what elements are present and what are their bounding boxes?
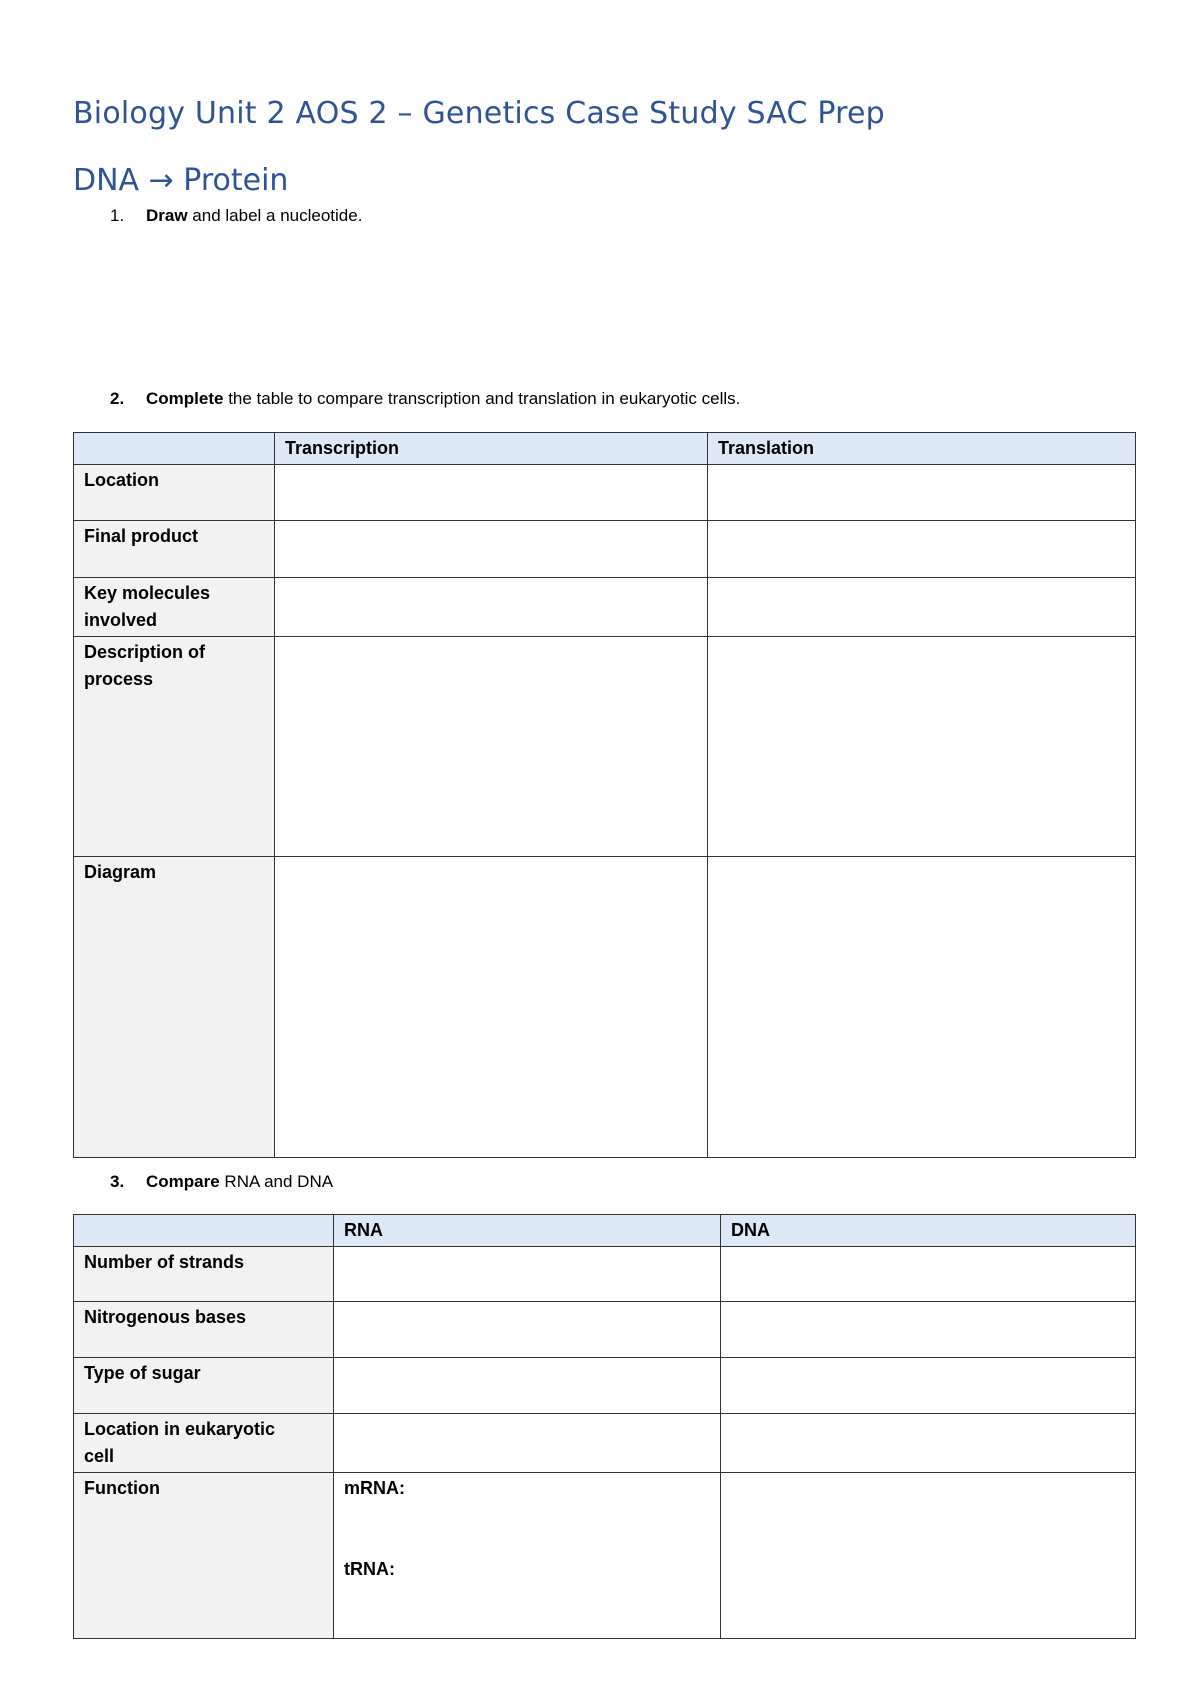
table-row <box>74 1358 1136 1414</box>
row-label: Description of process <box>74 637 275 857</box>
answer-cell[interactable] <box>334 1473 721 1639</box>
answer-cell[interactable] <box>708 857 1136 1158</box>
question-2 <box>110 389 740 409</box>
answer-cell[interactable] <box>334 1358 721 1414</box>
row-label: Diagram <box>74 857 275 1158</box>
answer-cell[interactable] <box>708 637 1136 857</box>
table-header-row <box>74 1215 1136 1247</box>
table-row <box>74 578 1136 637</box>
row-label: Number of strands <box>74 1247 334 1302</box>
header-cell: RNA <box>334 1215 721 1247</box>
row-label: Nitrogenous bases <box>74 1302 334 1358</box>
question-number: 2. <box>110 389 125 408</box>
section-heading: DNA → Protein <box>73 163 289 198</box>
answer-cell[interactable] <box>275 637 708 857</box>
answer-cell[interactable] <box>275 578 708 637</box>
table-row <box>74 465 1136 521</box>
answer-cell[interactable] <box>275 857 708 1158</box>
row-label: Function <box>74 1473 334 1639</box>
question-verb: Compare <box>146 1172 220 1191</box>
answer-cell[interactable] <box>275 521 708 578</box>
answer-cell[interactable] <box>334 1247 721 1302</box>
table-row <box>74 1414 1136 1473</box>
answer-cell[interactable] <box>708 521 1136 578</box>
table-row <box>74 1302 1136 1358</box>
row-label: Final product <box>74 521 275 578</box>
header-cell <box>74 433 275 465</box>
rna-dna-table <box>73 1214 1136 1639</box>
question-verb: Draw <box>146 206 188 225</box>
transcription-translation-table <box>73 432 1136 1158</box>
question-number: 3. <box>110 1172 125 1191</box>
answer-cell[interactable] <box>708 578 1136 637</box>
header-cell <box>74 1215 334 1247</box>
trna-label: tRNA: <box>344 1559 395 1579</box>
question-text: the table to compare transcription and translation in eukaryotic cells. <box>223 389 741 408</box>
answer-cell[interactable] <box>334 1302 721 1358</box>
answer-cell[interactable] <box>708 465 1136 521</box>
document-title: Biology Unit 2 AOS 2 – Genetics Case Study SAC Prep <box>73 96 885 131</box>
question-1 <box>110 206 362 226</box>
table-row <box>74 1247 1136 1302</box>
answer-cell[interactable] <box>721 1302 1136 1358</box>
question-3 <box>110 1172 333 1192</box>
mrna-label: mRNA: <box>344 1478 405 1498</box>
table-header-row <box>74 433 1136 465</box>
question-text: RNA and DNA <box>219 1172 334 1191</box>
question-text: and label a nucleotide. <box>187 206 363 225</box>
table-row <box>74 637 1136 857</box>
question-number: 1. <box>110 206 125 225</box>
header-cell: Translation <box>708 433 1136 465</box>
answer-cell[interactable] <box>721 1414 1136 1473</box>
question-verb: Complete <box>146 389 224 408</box>
header-cell: DNA <box>721 1215 1136 1247</box>
header-cell: Transcription <box>275 433 708 465</box>
table-row <box>74 1473 1136 1639</box>
answer-cell[interactable] <box>721 1473 1136 1639</box>
answer-cell[interactable] <box>275 465 708 521</box>
answer-cell[interactable] <box>721 1247 1136 1302</box>
row-label: Location <box>74 465 275 521</box>
table-row <box>74 521 1136 578</box>
row-label: Key molecules involved <box>74 578 275 637</box>
table-row <box>74 857 1136 1158</box>
row-label: Type of sugar <box>74 1358 334 1414</box>
answer-cell[interactable] <box>334 1414 721 1473</box>
row-label: Location in eukaryotic cell <box>74 1414 334 1473</box>
answer-cell[interactable] <box>721 1358 1136 1414</box>
